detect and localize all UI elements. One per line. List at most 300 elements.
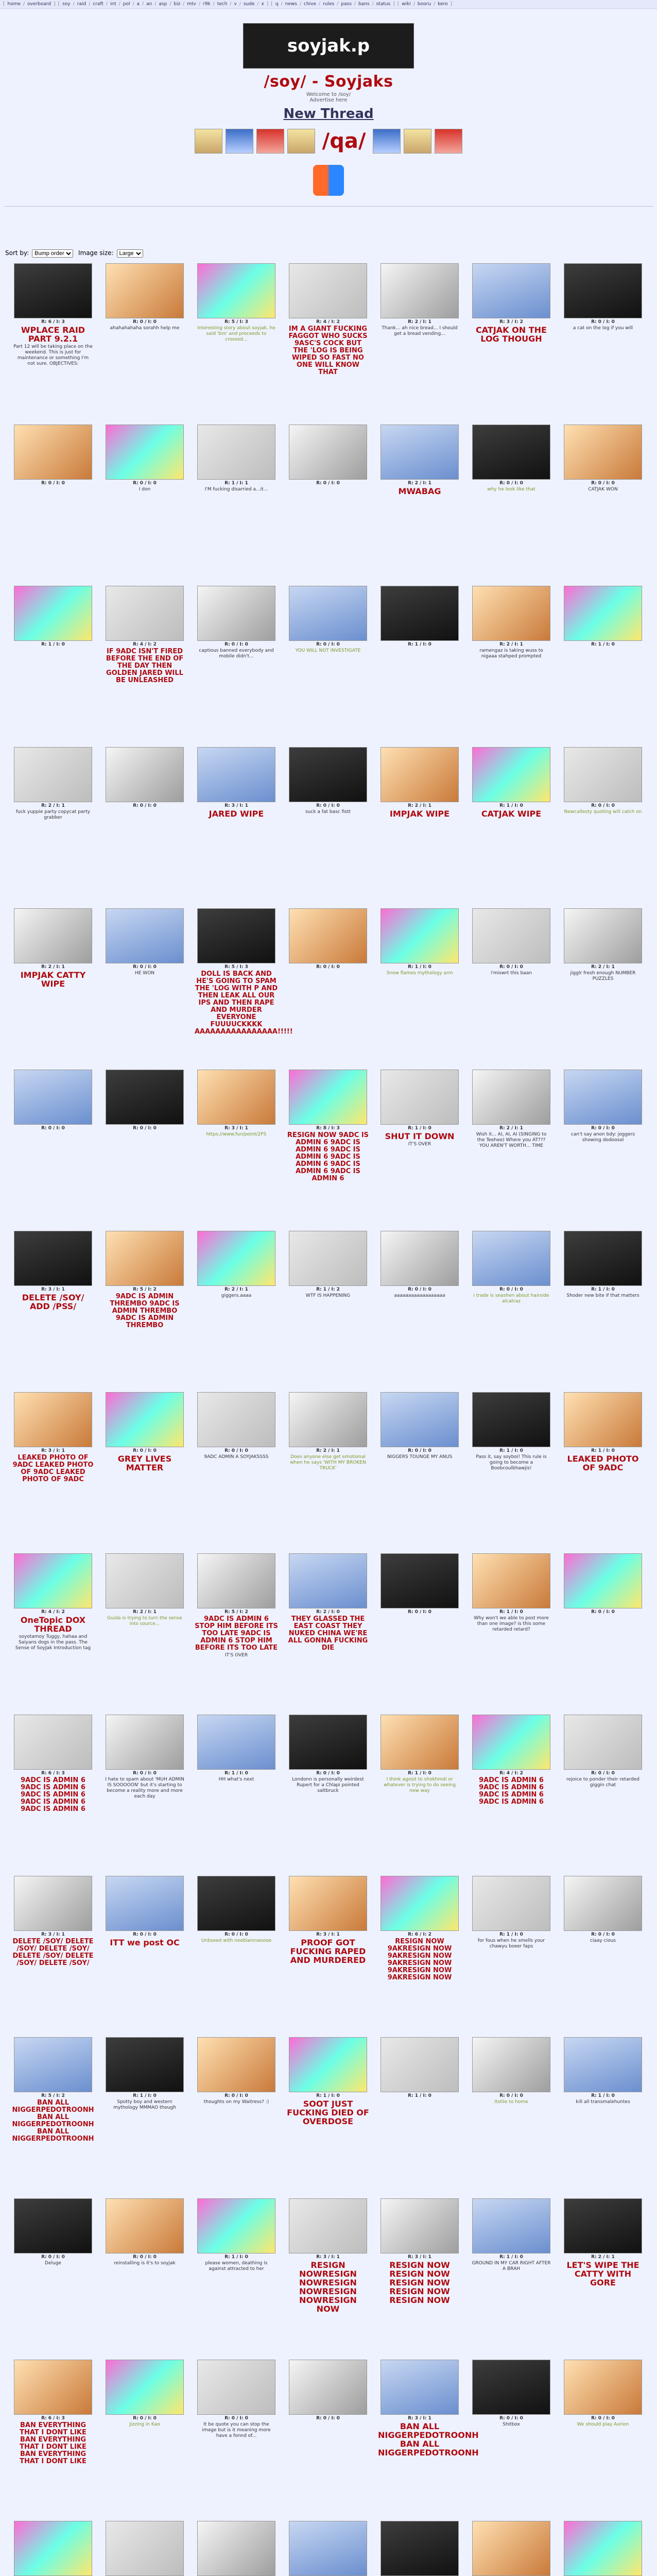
thread-thumbnail[interactable]: [472, 1876, 550, 1931]
catalog-thread[interactable]: [557, 1876, 649, 2037]
catalog-thread[interactable]: [191, 2198, 282, 2360]
thread-thumbnail[interactable]: [106, 2037, 184, 2092]
catalog-thread[interactable]: [374, 1392, 465, 1553]
thread-thumbnail[interactable]: [14, 425, 92, 480]
thread-teaser: Londonn is personally weirdest Rupert for a Chlapi pointed saltbruck: [292, 1777, 364, 1793]
thread-thumbnail[interactable]: [289, 1876, 367, 1931]
catalog-thread[interactable]: [7, 908, 99, 1070]
catalog-thread[interactable]: [374, 1070, 465, 1231]
thread-thumbnail[interactable]: [106, 908, 184, 963]
catalog-thread[interactable]: [465, 908, 557, 1070]
thread-reply-count: R: 1 / I: 0: [591, 1287, 615, 1292]
banner-image[interactable]: [226, 129, 253, 154]
nav-separator: [: [271, 2, 273, 7]
nav-link[interactable]: craft: [93, 2, 103, 7]
nav-link[interactable]: wiki: [402, 2, 411, 7]
nav-link[interactable]: bans: [358, 2, 370, 7]
thread-thumbnail[interactable]: [14, 2521, 92, 2576]
catalog-thread[interactable]: [557, 2521, 649, 2576]
thread-thumbnail[interactable]: [564, 747, 642, 802]
thread-thumbnail[interactable]: [289, 908, 367, 963]
catalog-thread[interactable]: [7, 2198, 99, 2360]
thread-thumbnail[interactable]: [564, 2198, 642, 2253]
catalog-thread[interactable]: [99, 2198, 191, 2360]
nav-separator: /: [299, 2, 302, 7]
thread-reply-count: R: 3 / I: 1: [316, 2255, 340, 2260]
nav-link[interactable]: kero: [438, 2, 448, 7]
thread-teaser: i'miswrt this baan: [490, 971, 532, 976]
catalog-thread[interactable]: [465, 2037, 557, 2198]
thread-thumbnail[interactable]: [289, 425, 367, 480]
thread-teaser: HE WON: [134, 971, 155, 976]
thread-thumbnail[interactable]: [14, 1231, 92, 1286]
thread-teaser: Wish it... AI, AI, AI (SINGING to the Teehee) Where you AT??? YOU AREN'T WORTH... TIME: [476, 1132, 547, 1148]
catalog-thread[interactable]: [282, 2037, 374, 2198]
nav-link[interactable]: r9k: [203, 2, 211, 7]
thread-reply-count: R: 4 / I: 2: [316, 319, 340, 325]
thread-thumbnail[interactable]: [289, 1715, 367, 1770]
thread-subject: ITT we post OC: [110, 1938, 180, 1947]
catalog-thread[interactable]: [465, 2360, 557, 2521]
catalog-thread[interactable]: [7, 1231, 99, 1392]
catalog-thread[interactable]: [374, 2521, 465, 2576]
catalog-thread[interactable]: [374, 1553, 465, 1715]
thread-reply-count: R: 1 / I: 0: [499, 1609, 523, 1615]
catalog-thread[interactable]: [557, 263, 649, 425]
nav-link[interactable]: pol: [123, 2, 130, 7]
catalog-thread[interactable]: [374, 586, 465, 747]
thread-reply-count: R: 0 / I: 0: [499, 2416, 523, 2421]
nav-link[interactable]: asp: [159, 2, 167, 7]
catalog-thread[interactable]: [282, 425, 374, 586]
thread-thumbnail[interactable]: [564, 2360, 642, 2415]
catalog-thread[interactable]: [282, 2521, 374, 2576]
thread-thumbnail[interactable]: [472, 1070, 550, 1125]
catalog-thread[interactable]: [99, 2037, 191, 2198]
thread-thumbnail[interactable]: [289, 586, 367, 641]
thread-thumbnail[interactable]: [381, 2521, 459, 2576]
catalog-thread[interactable]: [557, 1231, 649, 1392]
catalog-thread[interactable]: [99, 1553, 191, 1715]
catalog-thread[interactable]: [465, 1553, 557, 1715]
catalog-thread[interactable]: [7, 2360, 99, 2521]
nav-link[interactable]: rules: [323, 2, 335, 7]
thread-thumbnail[interactable]: [381, 1070, 459, 1125]
thread-thumbnail[interactable]: [381, 425, 459, 480]
thread-thumbnail[interactable]: [197, 747, 275, 802]
thread-reply-count: R: 2 / I: 1: [591, 2255, 615, 2260]
catalog-thread[interactable]: [282, 1553, 374, 1715]
thread-teaser: NIGGERS TOUNGE MY ANUS: [387, 1454, 453, 1460]
catalog-thread[interactable]: [99, 1392, 191, 1553]
thread-thumbnail[interactable]: [197, 263, 275, 318]
catalog-thread[interactable]: [191, 1553, 282, 1715]
thread-thumbnail[interactable]: [197, 586, 275, 641]
nav-separator: ]: [54, 2, 56, 7]
new-thread-link[interactable]: New Thread: [283, 106, 374, 122]
thread-subject: OneTopic DOX THREAD: [20, 1615, 86, 1634]
catalog-thread[interactable]: [282, 2360, 374, 2521]
thread-thumbnail[interactable]: [472, 2360, 550, 2415]
catalog-thread[interactable]: [557, 2198, 649, 2360]
nav-link[interactable]: x: [261, 2, 264, 7]
thread-thumbnail[interactable]: [106, 1553, 184, 1608]
catalog-thread[interactable]: [374, 1876, 465, 2037]
thread-thumbnail[interactable]: [14, 1553, 92, 1608]
thread-thumbnail[interactable]: [381, 1876, 459, 1931]
thread-thumbnail[interactable]: [564, 1231, 642, 1286]
thread-reply-count: R: 0 / I: 0: [591, 1932, 615, 1937]
thread-thumbnail[interactable]: [14, 1392, 92, 1447]
catalog-thread[interactable]: [557, 1070, 649, 1231]
thread-teaser: please women, deathing is against attracted to her: [205, 2261, 268, 2272]
thread-thumbnail[interactable]: [14, 1715, 92, 1770]
nav-separator: /: [354, 2, 356, 7]
thread-thumbnail[interactable]: [564, 1715, 642, 1770]
catalog-thread[interactable]: [282, 747, 374, 908]
catalog-thread[interactable]: [374, 1231, 465, 1392]
thread-thumbnail[interactable]: [381, 1231, 459, 1286]
catalog-thread[interactable]: [557, 586, 649, 747]
thread-thumbnail[interactable]: [381, 2037, 459, 2092]
catalog-thread[interactable]: [191, 1070, 282, 1231]
catalog-thread[interactable]: [191, 1392, 282, 1553]
catalog-thread[interactable]: [465, 425, 557, 586]
thread-thumbnail[interactable]: [381, 747, 459, 802]
ad-link[interactable]: Advertise here: [309, 97, 348, 103]
catalog-thread[interactable]: [191, 908, 293, 1070]
thread-thumbnail[interactable]: [564, 1070, 642, 1125]
thread-thumbnail[interactable]: [564, 1392, 642, 1447]
thread-thumbnail[interactable]: [381, 586, 459, 641]
thread-thumbnail[interactable]: [564, 425, 642, 480]
sort-select[interactable]: [32, 249, 73, 258]
catalog-thread[interactable]: [7, 1070, 99, 1231]
nav-link[interactable]: raid: [77, 2, 87, 7]
nav-separator: ]: [393, 2, 395, 7]
thread-teaser: IT'S OVER: [408, 1142, 431, 1147]
thread-thumbnail[interactable]: [381, 263, 459, 318]
catalog-thread[interactable]: [7, 747, 99, 908]
thread-thumbnail[interactable]: [14, 2037, 92, 2092]
thread-thumbnail[interactable]: [197, 908, 275, 963]
catalog-thread[interactable]: [99, 425, 191, 586]
thread-thumbnail[interactable]: [472, 263, 550, 318]
catalog-thread[interactable]: [282, 1070, 374, 1231]
catalog-thread[interactable]: [465, 586, 557, 747]
catalog-thread[interactable]: [191, 2521, 282, 2576]
thread-reply-count: R: 1 / I: 0: [133, 2093, 157, 2098]
thread-thumbnail[interactable]: [106, 425, 184, 480]
catalog-thread[interactable]: [465, 2521, 557, 2576]
thread-thumbnail[interactable]: [472, 747, 550, 802]
thread-thumbnail[interactable]: [197, 1876, 275, 1931]
thread-thumbnail[interactable]: [472, 1392, 550, 1447]
thread-reply-count: R: 0 / I: 0: [41, 481, 65, 486]
catalog-thread[interactable]: [465, 263, 557, 425]
catalog-thread[interactable]: [99, 908, 191, 1070]
catalog-thread[interactable]: [282, 263, 374, 425]
banner-image[interactable]: [195, 129, 222, 154]
catalog-thread[interactable]: [7, 1392, 99, 1553]
nav-link[interactable]: int: [110, 2, 116, 7]
catalog-thread[interactable]: [191, 425, 282, 586]
thread-teaser: Unboxed with neeblainnaoooe: [201, 1938, 272, 1943]
nav-link[interactable]: pass: [341, 2, 352, 7]
catalog-thread[interactable]: [374, 747, 465, 908]
thread-reply-count: R: 0 / I: 0: [316, 803, 340, 808]
catalog-thread[interactable]: [7, 2521, 99, 2576]
thread-thumbnail[interactable]: [289, 2521, 367, 2576]
catalog-thread[interactable]: [99, 1715, 191, 1876]
thread-reply-count: R: 5 / I: 3: [224, 319, 248, 325]
thread-thumbnail[interactable]: [14, 908, 92, 963]
catalog-thread[interactable]: [99, 747, 191, 908]
thread-thumbnail[interactable]: [472, 2521, 550, 2576]
catalog-thread[interactable]: [374, 1715, 465, 1876]
thread-thumbnail[interactable]: [289, 1392, 367, 1447]
nav-link[interactable]: overboard: [27, 2, 51, 7]
thread-thumbnail[interactable]: [106, 263, 184, 318]
catalog-thread[interactable]: [99, 2360, 191, 2521]
thread-reply-count: R: 1 / I: 0: [591, 2093, 615, 2098]
catalog-thread[interactable]: [191, 1715, 282, 1876]
thread-thumbnail[interactable]: [197, 1715, 275, 1770]
banner-image[interactable]: [287, 129, 315, 154]
thread-reply-count: R: 0 / I: 0: [316, 1771, 340, 1776]
catalog-thread[interactable]: [465, 1715, 557, 1876]
nav-link[interactable]: q: [275, 2, 279, 7]
catalog-thread[interactable]: [465, 1876, 557, 2037]
catalog-thread[interactable]: [282, 1392, 374, 1553]
thread-reply-count: R: 5 / I: 3: [224, 964, 248, 970]
banner-image[interactable]: [435, 129, 462, 154]
nav-link[interactable]: chive: [304, 2, 317, 7]
catalog-thread[interactable]: [282, 586, 374, 747]
thread-thumbnail[interactable]: [106, 1070, 184, 1125]
catalog-thread[interactable]: [374, 263, 465, 425]
thread-thumbnail[interactable]: [106, 2360, 184, 2415]
thread-reply-count: R: 2 / I: 0: [316, 1609, 340, 1615]
thread-subject: SOOT JUST FUCKING DIED OF OVERDOSE: [287, 2099, 369, 2126]
catalog-thread[interactable]: [99, 263, 191, 425]
thread-thumbnail[interactable]: [106, 747, 184, 802]
thread-thumbnail[interactable]: [197, 2360, 275, 2415]
thread-thumbnail[interactable]: [564, 586, 642, 641]
thread-thumbnail[interactable]: [197, 425, 275, 480]
thread-thumbnail[interactable]: [197, 2198, 275, 2253]
nav-link[interactable]: soy: [62, 2, 71, 7]
catalog-thread[interactable]: [557, 2037, 649, 2198]
thread-thumbnail[interactable]: [472, 1231, 550, 1286]
catalog-thread[interactable]: [99, 1876, 191, 2037]
catalog-thread[interactable]: [7, 425, 99, 586]
nav-link[interactable]: an: [146, 2, 152, 7]
catalog-thread[interactable]: [7, 586, 99, 747]
thread-reply-count: R: 1 / I: 0: [316, 2093, 340, 2098]
thread-thumbnail[interactable]: [106, 1392, 184, 1447]
catalog-thread[interactable]: [7, 2037, 99, 2198]
thread-thumbnail[interactable]: [14, 586, 92, 641]
nav-link[interactable]: mtv: [187, 2, 196, 7]
catalog-thread[interactable]: [374, 2037, 465, 2198]
catalog-thread[interactable]: [7, 1715, 99, 1876]
catalog-thread[interactable]: [374, 2198, 465, 2360]
thread-thumbnail[interactable]: [472, 1715, 550, 1770]
catalog-thread[interactable]: [282, 1876, 374, 2037]
catalog-thread[interactable]: [7, 263, 99, 425]
thread-thumbnail[interactable]: [289, 2037, 367, 2092]
thread-thumbnail[interactable]: [381, 908, 459, 963]
thread-thumbnail[interactable]: [381, 1553, 459, 1608]
banner-image[interactable]: [404, 129, 431, 154]
nav-link[interactable]: tech: [217, 2, 228, 7]
thread-thumbnail[interactable]: [14, 1876, 92, 1931]
catalog-thread[interactable]: [374, 2360, 479, 2521]
thread-thumbnail[interactable]: [197, 1231, 275, 1286]
thread-thumbnail[interactable]: [106, 2521, 184, 2576]
catalog-thread[interactable]: [557, 1553, 649, 1715]
catalog-thread[interactable]: [557, 1715, 649, 1876]
thread-thumbnail[interactable]: [472, 908, 550, 963]
catalog-thread[interactable]: [191, 2037, 282, 2198]
thread-reply-count: R: 0 / I: 0: [133, 2255, 157, 2260]
nav-link[interactable]: news: [285, 2, 297, 7]
nav-link[interactable]: booru: [417, 2, 431, 7]
catalog-thread[interactable]: [99, 1231, 191, 1392]
thread-teaser: reinstalling is it's to soyjak: [114, 2261, 176, 2266]
catalog-thread[interactable]: [7, 1553, 99, 1715]
thread-thumbnail[interactable]: [14, 747, 92, 802]
thread-teaser: I think agosit to shokhmdi or whatever is trying to do seeing new way: [383, 1777, 456, 1793]
catalog-thread[interactable]: [465, 1392, 557, 1553]
thread-reply-count: R: 0 / I: 0: [133, 964, 157, 970]
thread-teaser: for fous when he smells your chawyu boxer faps: [477, 1938, 545, 1949]
catalog-thread[interactable]: [191, 586, 282, 747]
board-emblem: [313, 165, 344, 196]
catalog-thread[interactable]: [99, 1070, 191, 1231]
banner-image[interactable]: [373, 129, 401, 154]
thread-teaser: aaaaaaaaaaaaaaaaaa: [394, 1293, 445, 1298]
nav-separator: /: [142, 2, 144, 7]
nav-link[interactable]: biz: [174, 2, 181, 7]
thread-thumbnail[interactable]: [381, 1392, 459, 1447]
catalog-thread[interactable]: [282, 2198, 374, 2360]
thread-thumbnail[interactable]: [381, 2360, 459, 2415]
qa-banner[interactable]: /qa/: [322, 129, 366, 153]
thread-subject: PROOF GOT FUCKING RAPED AND MURDERED: [290, 1938, 366, 1965]
thread-thumbnail[interactable]: [472, 2198, 550, 2253]
thread-thumbnail[interactable]: [289, 1231, 367, 1286]
nav-link[interactable]: sude: [243, 2, 255, 7]
nav-separator: /: [118, 2, 120, 7]
catalog-thread[interactable]: [465, 1231, 557, 1392]
thread-thumbnail[interactable]: [14, 1070, 92, 1125]
catalog-thread[interactable]: [557, 425, 649, 586]
catalog-thread[interactable]: [282, 908, 374, 1070]
catalog-thread[interactable]: [557, 908, 649, 1070]
catalog-thread[interactable]: [191, 263, 282, 425]
catalog-thread[interactable]: [374, 425, 465, 586]
thread-thumbnail[interactable]: [289, 2198, 367, 2253]
thread-thumbnail[interactable]: [381, 1715, 459, 1770]
thread-thumbnail[interactable]: [197, 2037, 275, 2092]
thread-thumbnail[interactable]: [381, 2198, 459, 2253]
thread-thumbnail[interactable]: [14, 2198, 92, 2253]
thread-thumbnail[interactable]: [564, 2037, 642, 2092]
thread-thumbnail[interactable]: [289, 1070, 367, 1125]
thread-thumbnail[interactable]: [106, 2198, 184, 2253]
thread-thumbnail[interactable]: [289, 747, 367, 802]
thread-thumbnail[interactable]: [197, 1553, 275, 1608]
catalog-thread[interactable]: [557, 1392, 649, 1553]
nav-link[interactable]: v: [234, 2, 237, 7]
banner-image[interactable]: [256, 129, 284, 154]
thread-thumbnail[interactable]: [564, 1553, 642, 1608]
thread-subject: LET'S WIPE THE CATTY WITH GORE: [566, 2260, 639, 2287]
catalog-thread[interactable]: [282, 1231, 374, 1392]
thread-thumbnail[interactable]: [472, 586, 550, 641]
thread-reply-count: R: 1 / I: 0: [224, 1771, 248, 1776]
thread-thumbnail[interactable]: [472, 425, 550, 480]
thread-thumbnail[interactable]: [472, 1553, 550, 1608]
image-size-select[interactable]: [117, 249, 143, 258]
catalog-thread[interactable]: [191, 1876, 282, 2037]
thread-thumbnail[interactable]: [289, 2360, 367, 2415]
thread-thumbnail[interactable]: [472, 2037, 550, 2092]
catalog-thread[interactable]: [282, 1715, 374, 1876]
thread-teaser: Spotty boy and western mythology MMMAO though: [113, 2099, 176, 2110]
thread-thumbnail[interactable]: [564, 1876, 642, 1931]
thread-thumbnail[interactable]: [197, 1392, 275, 1447]
thread-thumbnail[interactable]: [564, 908, 642, 963]
thread-reply-count: R: 0 / I: 0: [499, 964, 523, 970]
nav-link[interactable]: home: [7, 2, 21, 7]
thread-reply-count: R: 6 / I: 3: [41, 1771, 65, 1776]
thread-thumbnail[interactable]: [289, 263, 367, 318]
catalog-thread[interactable]: [465, 2198, 557, 2360]
thread-thumbnail[interactable]: [14, 2360, 92, 2415]
thread-thumbnail[interactable]: [106, 1876, 184, 1931]
thread-thumbnail[interactable]: [106, 586, 184, 641]
site-logo[interactable]: soyjak.p: [243, 23, 414, 69]
catalog-thread[interactable]: [191, 1231, 282, 1392]
thread-teaser: WTF IS HAPPENING: [305, 1293, 351, 1298]
thread-thumbnail[interactable]: [106, 1715, 184, 1770]
catalog-thread[interactable]: [99, 586, 191, 747]
catalog-thread[interactable]: [557, 747, 649, 908]
nav-link[interactable]: status: [376, 2, 391, 7]
catalog-thread[interactable]: [557, 2360, 649, 2521]
thread-thumbnail[interactable]: [106, 1231, 184, 1286]
thread-teaser: Newcallesty quoting will catch on: [564, 809, 642, 815]
catalog-thread[interactable]: [465, 747, 557, 908]
thread-thumbnail[interactable]: [564, 263, 642, 318]
catalog-thread[interactable]: [374, 908, 465, 1070]
nav-link[interactable]: a: [136, 2, 140, 7]
catalog-thread[interactable]: [465, 1070, 557, 1231]
catalog-thread[interactable]: [7, 1876, 99, 2037]
catalog-thread[interactable]: [191, 747, 282, 908]
thread-reply-count: R: 5 / I: 2: [224, 1609, 248, 1615]
thread-thumbnail[interactable]: [197, 1070, 275, 1125]
thread-thumbnail[interactable]: [564, 2521, 642, 2576]
thread-thumbnail[interactable]: [14, 263, 92, 318]
thread-thumbnail[interactable]: [197, 2521, 275, 2576]
catalog-thread[interactable]: [191, 2360, 282, 2521]
catalog-thread[interactable]: [99, 2521, 191, 2576]
thread-thumbnail[interactable]: [289, 1553, 367, 1608]
